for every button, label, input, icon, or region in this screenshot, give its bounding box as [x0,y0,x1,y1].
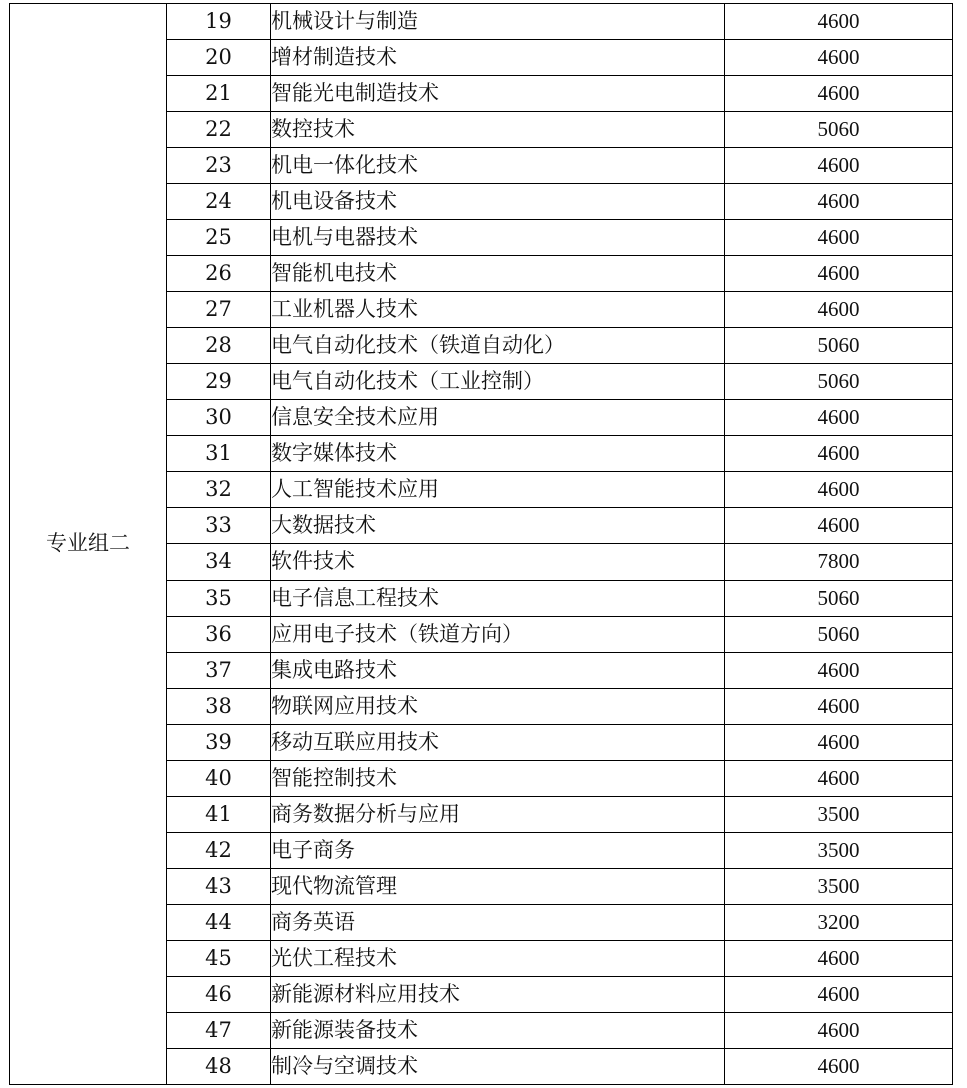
tuition-fee-cell: 3500 [725,868,953,904]
major-name-cell: 智能机电技术 [271,256,725,292]
tuition-fee-cell: 5060 [725,328,953,364]
row-number-cell: 48 [167,1048,271,1084]
row-number-cell: 39 [167,724,271,760]
tuition-fee-cell: 4600 [725,652,953,688]
row-number-cell: 28 [167,328,271,364]
row-number-cell: 38 [167,688,271,724]
row-number-cell: 32 [167,472,271,508]
row-number-cell: 46 [167,976,271,1012]
tuition-fee-cell: 4600 [725,724,953,760]
tuition-fee-cell: 4600 [725,4,953,40]
major-name-cell: 现代物流管理 [271,868,725,904]
row-number-cell: 30 [167,400,271,436]
major-name-cell: 机械设计与制造 [271,4,725,40]
major-name-cell: 物联网应用技术 [271,688,725,724]
major-name-cell: 集成电路技术 [271,652,725,688]
tuition-fee-cell: 4600 [725,1048,953,1084]
tuition-fee-cell: 5060 [725,616,953,652]
major-name-cell: 电子商务 [271,832,725,868]
major-name-cell: 电机与电器技术 [271,220,725,256]
row-number-cell: 27 [167,292,271,328]
row-number-cell: 24 [167,184,271,220]
tuition-fee-cell: 3200 [725,904,953,940]
major-name-cell: 商务数据分析与应用 [271,796,725,832]
row-number-cell: 25 [167,220,271,256]
row-number-cell: 42 [167,832,271,868]
tuition-fee-cell: 4600 [725,688,953,724]
row-number-cell: 26 [167,256,271,292]
tuition-fee-cell: 5060 [725,580,953,616]
row-number-cell: 45 [167,940,271,976]
major-name-cell: 制冷与空调技术 [271,1048,725,1084]
tuition-fee-cell: 3500 [725,832,953,868]
row-number-cell: 35 [167,580,271,616]
tuition-fee-cell: 4600 [725,220,953,256]
tuition-fee-cell: 4600 [725,76,953,112]
major-name-cell: 光伏工程技术 [271,940,725,976]
row-number-cell: 22 [167,112,271,148]
major-name-cell: 电气自动化技术（工业控制） [271,364,725,400]
tuition-fee-cell: 4600 [725,508,953,544]
major-name-cell: 软件技术 [271,544,725,580]
tuition-fee-cell: 7800 [725,544,953,580]
tuition-fee-cell: 5060 [725,112,953,148]
tuition-fee-cell: 4600 [725,256,953,292]
row-number-cell: 44 [167,904,271,940]
row-number-cell: 19 [167,4,271,40]
row-number-cell: 43 [167,868,271,904]
major-name-cell: 智能光电制造技术 [271,76,725,112]
row-number-cell: 20 [167,40,271,76]
major-name-cell: 信息安全技术应用 [271,400,725,436]
major-name-cell: 智能控制技术 [271,760,725,796]
major-name-cell: 商务英语 [271,904,725,940]
row-number-cell: 31 [167,436,271,472]
row-number-cell: 47 [167,1012,271,1048]
major-name-cell: 人工智能技术应用 [271,472,725,508]
row-number-cell: 29 [167,364,271,400]
major-name-cell: 新能源材料应用技术 [271,976,725,1012]
major-name-cell: 移动互联应用技术 [271,724,725,760]
table-row [10,4,953,40]
major-name-cell: 数控技术 [271,112,725,148]
tuition-fee-cell: 4600 [725,400,953,436]
table-body [10,4,953,1085]
major-name-cell: 大数据技术 [271,508,725,544]
major-name-cell: 机电设备技术 [271,184,725,220]
row-number-cell: 37 [167,652,271,688]
tuition-fee-cell: 4600 [725,292,953,328]
major-name-cell: 新能源装备技术 [271,1012,725,1048]
tuition-fee-cell: 5060 [725,364,953,400]
tuition-fee-cell: 4600 [725,148,953,184]
row-number-cell: 21 [167,76,271,112]
row-number-cell: 23 [167,148,271,184]
tuition-fee-cell: 4600 [725,760,953,796]
tuition-fee-cell: 4600 [725,40,953,76]
tuition-fee-cell: 3500 [725,796,953,832]
tuition-fee-cell: 4600 [725,436,953,472]
row-number-cell: 41 [167,796,271,832]
tuition-fee-cell: 4600 [725,976,953,1012]
tuition-fee-cell: 4600 [725,184,953,220]
major-name-cell: 电气自动化技术（铁道自动化） [271,328,725,364]
row-number-cell: 36 [167,616,271,652]
major-name-cell: 机电一体化技术 [271,148,725,184]
major-name-cell: 数字媒体技术 [271,436,725,472]
major-name-cell: 增材制造技术 [271,40,725,76]
major-name-cell: 应用电子技术（铁道方向） [271,616,725,652]
group-label-cell: 专业组二 [10,4,167,1085]
tuition-fee-cell: 4600 [725,940,953,976]
tuition-fee-cell: 4600 [725,472,953,508]
row-number-cell: 33 [167,508,271,544]
row-number-cell: 40 [167,760,271,796]
row-number-cell: 34 [167,544,271,580]
major-name-cell: 电子信息工程技术 [271,580,725,616]
major-name-cell: 工业机器人技术 [271,292,725,328]
tuition-table [9,3,953,1085]
tuition-fee-cell: 4600 [725,1012,953,1048]
